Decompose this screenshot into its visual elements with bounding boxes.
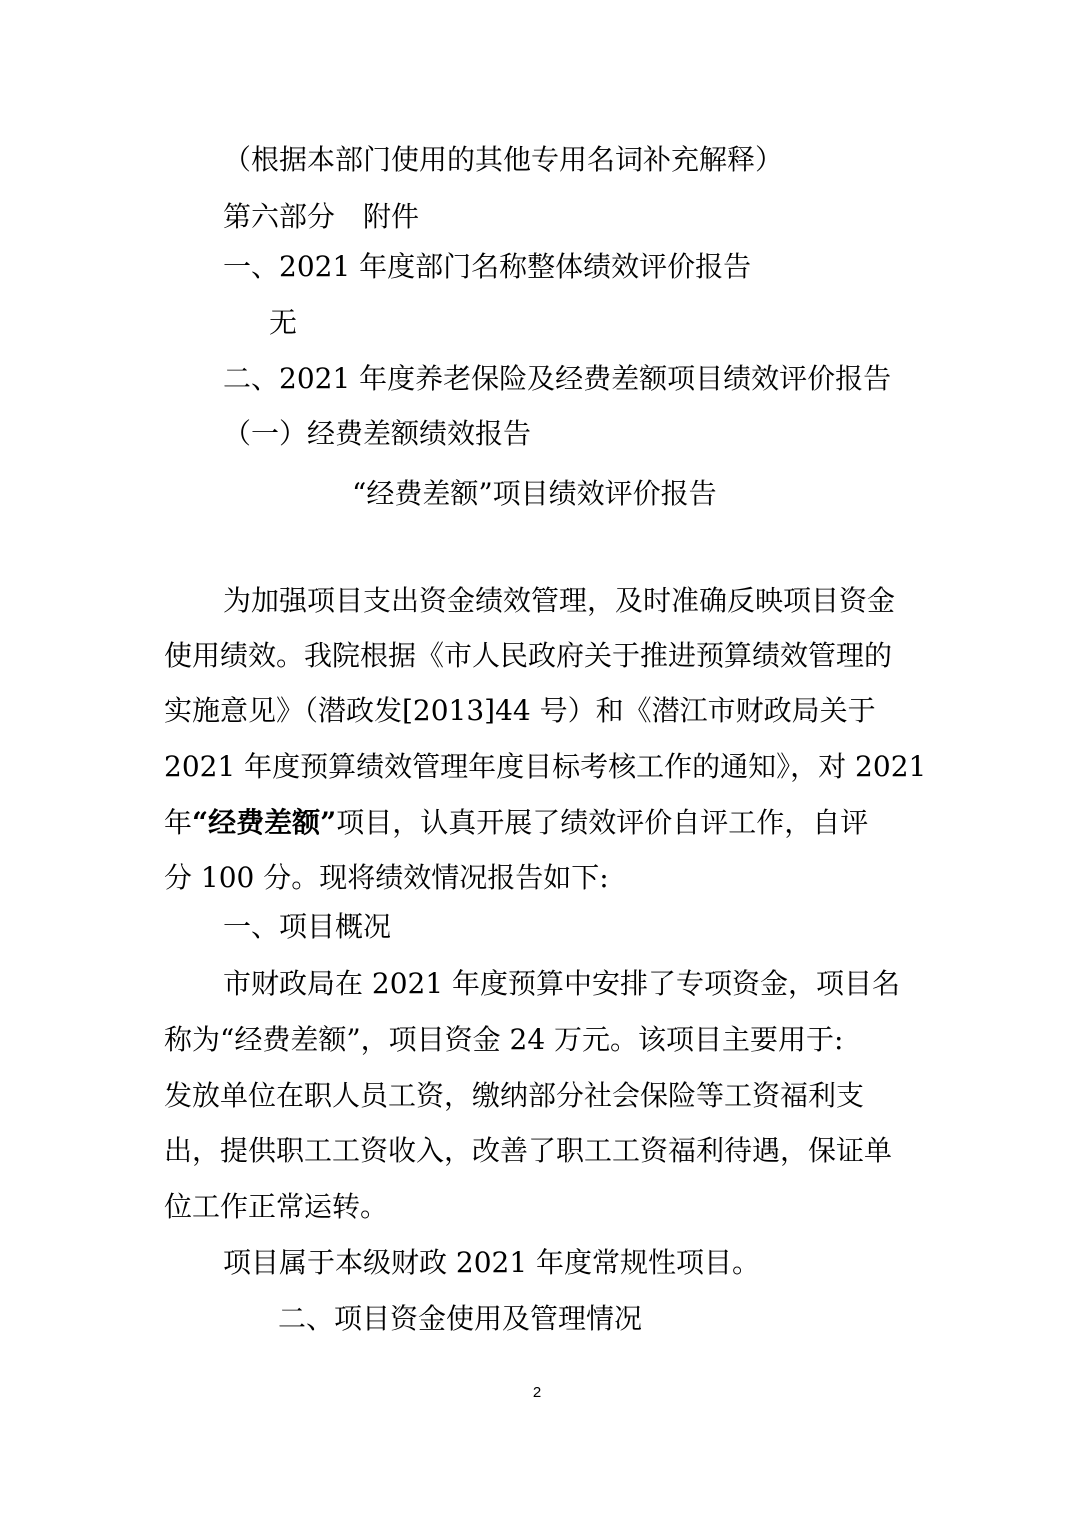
attachment-item-2: 二、2021 年度养老保险及经费差额项目绩效评价报告 (223, 362, 892, 395)
none-text: 无 (269, 306, 298, 339)
intro-line-1: 为加强项目支出资金绩效管理，及时准确反映项目资金 (223, 584, 896, 617)
section-1-line-3: 发放单位在职人员工资，缴纳部分社会保险等工资福利支 (164, 1079, 865, 1112)
intro-line-6: 分 100 分。现将绩效情况报告如下: (164, 861, 609, 894)
section-1-line-6: 项目属于本级财政 2021 年度常规性项目。 (223, 1246, 761, 1279)
part-six-heading: 第六部分 附件 (223, 200, 420, 233)
section-2-heading: 二、项目资金使用及管理情况 (278, 1302, 643, 1335)
intro-line-5 (164, 803, 868, 843)
intro-line-5-rest: 项目，认真开展了绩效评价自评工作，自评 (336, 806, 869, 839)
report-title: “经费差额”项目绩效评价报告 (352, 477, 717, 510)
intro-line-2: 使用绩效。我院根据《市人民政府关于推进预算绩效管理的 (164, 639, 893, 672)
sub-heading-1: （一）经费差额绩效报告 (223, 417, 532, 450)
section-1-line-4: 出，提供职工工资收入，改善了职工工资福利待遇，保证单 (164, 1134, 893, 1167)
intro-line-3: 实施意见》（潜政发[2013]44 号）和《潜江市财政局关于 (164, 694, 876, 727)
attachment-item-1: 一、2021 年度部门名称整体绩效评价报告 (223, 250, 752, 283)
section-1-line-2: 称为“经费差额”，项目资金 24 万元。该项目主要用于: (164, 1023, 844, 1056)
section-1-line-1: 市财政局在 2021 年度预算中安排了专项资金，项目名 (223, 967, 901, 1000)
section-1-heading: 一、项目概况 (223, 910, 392, 943)
section-1-line-5: 位工作正常运转。 (164, 1190, 389, 1223)
page-number: 2 (532, 1384, 542, 1401)
supplement-note: （根据本部门使用的其他专用名词补充解释） (223, 143, 784, 176)
intro-line-4: 2021 年度预算绩效管理年度目标考核工作的通知》，对 2021 (164, 750, 927, 783)
intro-year-word: 年 (164, 806, 193, 839)
project-name-bold: “经费差额” (192, 806, 337, 839)
